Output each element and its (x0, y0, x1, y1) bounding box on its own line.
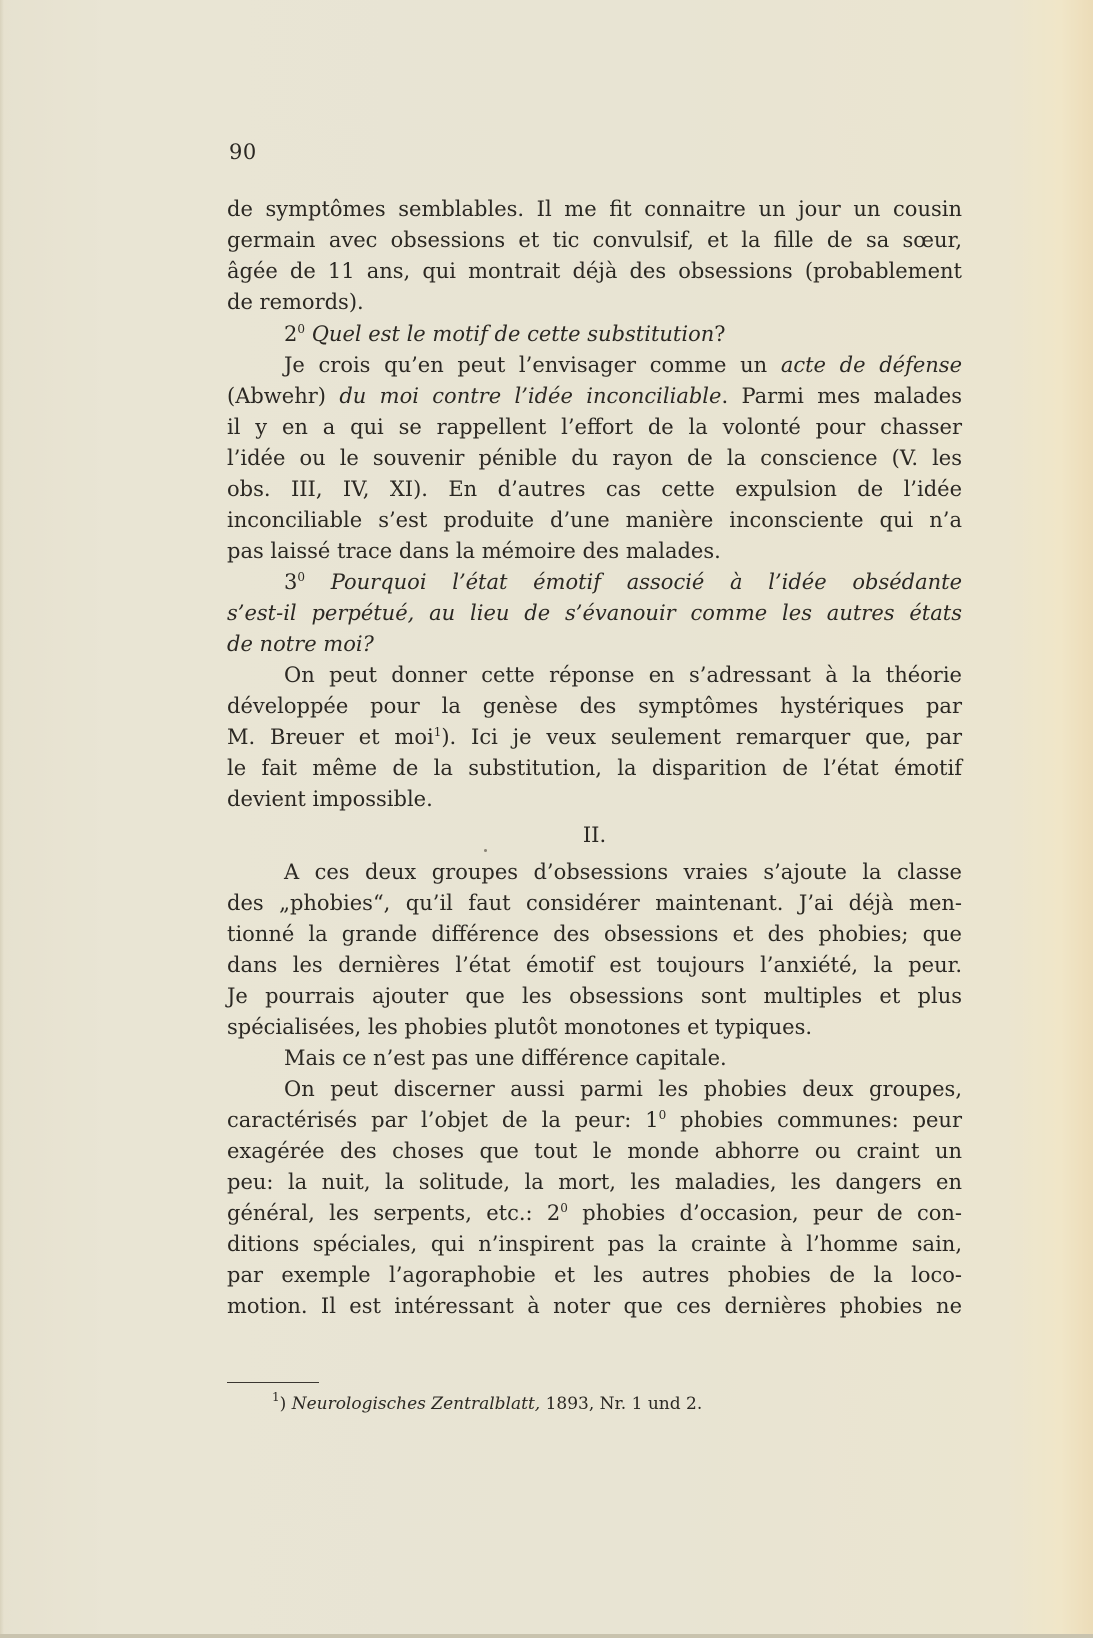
text-segment: spécialisées, les phobies plutôt monotones et typiques. (227, 1015, 813, 1039)
section-heading: II. (582, 823, 607, 847)
text-segment: âgée de 11 ans, qui montrait déjà des obsessions (probablement (227, 259, 962, 283)
text-segment: A ces deux groupes d’obsessions vraies s’ajoute la classe (284, 860, 962, 884)
text-line (227, 224, 962, 256)
italic-text: acte de défense (780, 353, 963, 377)
superscript: 0 (658, 1108, 667, 1122)
text-line (227, 1104, 962, 1136)
italic-text: du moi contre l’idée inconciliable (339, 384, 722, 408)
text-line (227, 1197, 962, 1229)
text-segment: ? (714, 322, 726, 346)
text-line (227, 887, 962, 919)
text-line (227, 504, 962, 536)
text-segment: dans les dernières l’état émotif est toujours l’anxiété, la peur. (227, 953, 962, 977)
superscript: 0 (297, 570, 306, 584)
text-line (227, 721, 962, 753)
question-heading (284, 318, 962, 350)
page-number: 90 (229, 140, 257, 164)
superscript: 1 (433, 725, 442, 739)
text-segment: phobies communes: peur (666, 1108, 962, 1132)
text-segment: il y en a qui se rappellent l’effort de la volonté pour chasser (227, 415, 962, 439)
text-line (227, 949, 962, 981)
text-line (227, 286, 962, 318)
text-segment: peu: la nuit, la solitude, la mort, les maladies, les dangers en (227, 1170, 962, 1194)
text-line (227, 1166, 962, 1198)
footnote-citation: 1893, Nr. 1 und 2. (540, 1394, 703, 1414)
text-segment: devient impossible. (227, 787, 433, 811)
text-segment: 2 (284, 322, 298, 346)
footnote-marker: 1 (272, 1390, 280, 1404)
text-line (227, 380, 962, 412)
text-segment (305, 322, 312, 346)
question-heading (227, 597, 962, 629)
text-segment (305, 570, 331, 594)
text-line (227, 535, 962, 567)
text-segment: tionné la grande différence des obsessions et des phobies; que (227, 922, 962, 946)
text-segment: par exemple l’agoraphobie et les autres phobies de la loco- (227, 1263, 962, 1287)
text-line (227, 193, 962, 225)
text-segment: inconciliable s’est produite d’une manière inconsciente qui n’a (227, 508, 962, 532)
text-segment: obs. III, IV, XI). En d’autres cas cette expulsion de l’idée (227, 477, 962, 501)
text-segment: l’idée ou le souvenir pénible du rayon de la conscience (V. les (227, 446, 962, 470)
page-edge-bottom (0, 1634, 1093, 1638)
text-segment: Je pourrais ajouter que les obsessions sont multiples et plus (227, 984, 962, 1008)
text-line (284, 659, 962, 691)
text-line (227, 783, 962, 815)
text-segment: . Parmi mes malades (721, 384, 962, 408)
text-line (227, 752, 962, 784)
text-line (227, 980, 962, 1012)
text-segment: général, les serpents, etc.: 2 (227, 1201, 561, 1225)
text-segment: germain avec obsessions et tic convulsif, et la fille de sa sœur, (227, 228, 962, 252)
italic-text: de notre moi? (227, 632, 374, 656)
text-segment: On peut discerner aussi parmi les phobies deux groupes, (284, 1077, 962, 1101)
question-heading (227, 628, 962, 660)
text-segment: phobies d’occasion, peur de con- (567, 1201, 962, 1225)
text-line (227, 1228, 962, 1260)
text-line (227, 442, 962, 474)
text-line (227, 1011, 962, 1043)
superscript: 0 (560, 1201, 568, 1215)
superscript: 0 (297, 322, 306, 336)
text-line (284, 1042, 962, 1074)
text-segment: ditions spéciales, qui n’inspirent pas la crainte à l’homme sain, (227, 1232, 962, 1256)
text-segment: (Abwehr) (227, 384, 340, 408)
text-line (227, 255, 962, 287)
text-line (227, 1259, 962, 1291)
text-segment: Mais ce n’est pas une différence capitale. (284, 1046, 727, 1070)
print-speck (484, 849, 487, 852)
text-line (227, 1290, 962, 1322)
question-heading (284, 566, 962, 598)
text-segment: le fait même de la substitution, la disparition de l’état émotif (227, 756, 962, 780)
text-segment: ). Ici je veux seulement remarquer que, par (441, 725, 963, 749)
text-segment: exagérée des choses que tout le monde abhorre ou craint un (227, 1139, 962, 1163)
footnote-journal-title: Neurologisches Zentralblatt, (291, 1394, 541, 1414)
text-line (284, 349, 962, 381)
italic-text: s’est-il perpétué, au lieu de s’évanouir comme les autres états (227, 601, 962, 625)
footnote (272, 1392, 702, 1416)
text-segment: caractérisés par l’objet de la peur: 1 (227, 1108, 659, 1132)
text-line (227, 411, 962, 443)
text-line (227, 918, 962, 950)
text-line (284, 856, 962, 888)
text-segment: M. Breuer et moi (227, 725, 434, 749)
text-segment: pas laissé trace dans la mémoire des malades. (227, 539, 721, 563)
footnote-paren: ) (279, 1394, 292, 1414)
text-segment: Je crois qu’en peut l’envisager comme un (284, 353, 781, 377)
text-line (227, 473, 962, 505)
text-segment: 3 (284, 570, 298, 594)
text-line (227, 1135, 962, 1167)
text-segment: On peut donner cette réponse en s’adressant à la théorie (284, 663, 962, 687)
text-segment: des „phobies“, qu’il faut considérer maintenant. J’ai déjà men- (227, 891, 962, 915)
text-segment: de remords). (227, 290, 364, 314)
page-edge-left (0, 0, 4, 1638)
text-segment: développée pour la genèse des symptômes hystériques par (227, 694, 962, 718)
text-segment: motion. Il est intéressant à noter que ces dernières phobies ne (227, 1294, 962, 1318)
text-line (284, 1073, 962, 1105)
text-line (227, 690, 962, 722)
text-segment: de symptômes semblables. Il me fit connaitre un jour un cousin (227, 197, 962, 221)
italic-text: Pourquoi l’état émotif associé à l’idée obsédante (330, 570, 962, 594)
italic-text: Quel est le motif de cette substitution (311, 322, 715, 346)
footnote-rule (227, 1382, 319, 1383)
